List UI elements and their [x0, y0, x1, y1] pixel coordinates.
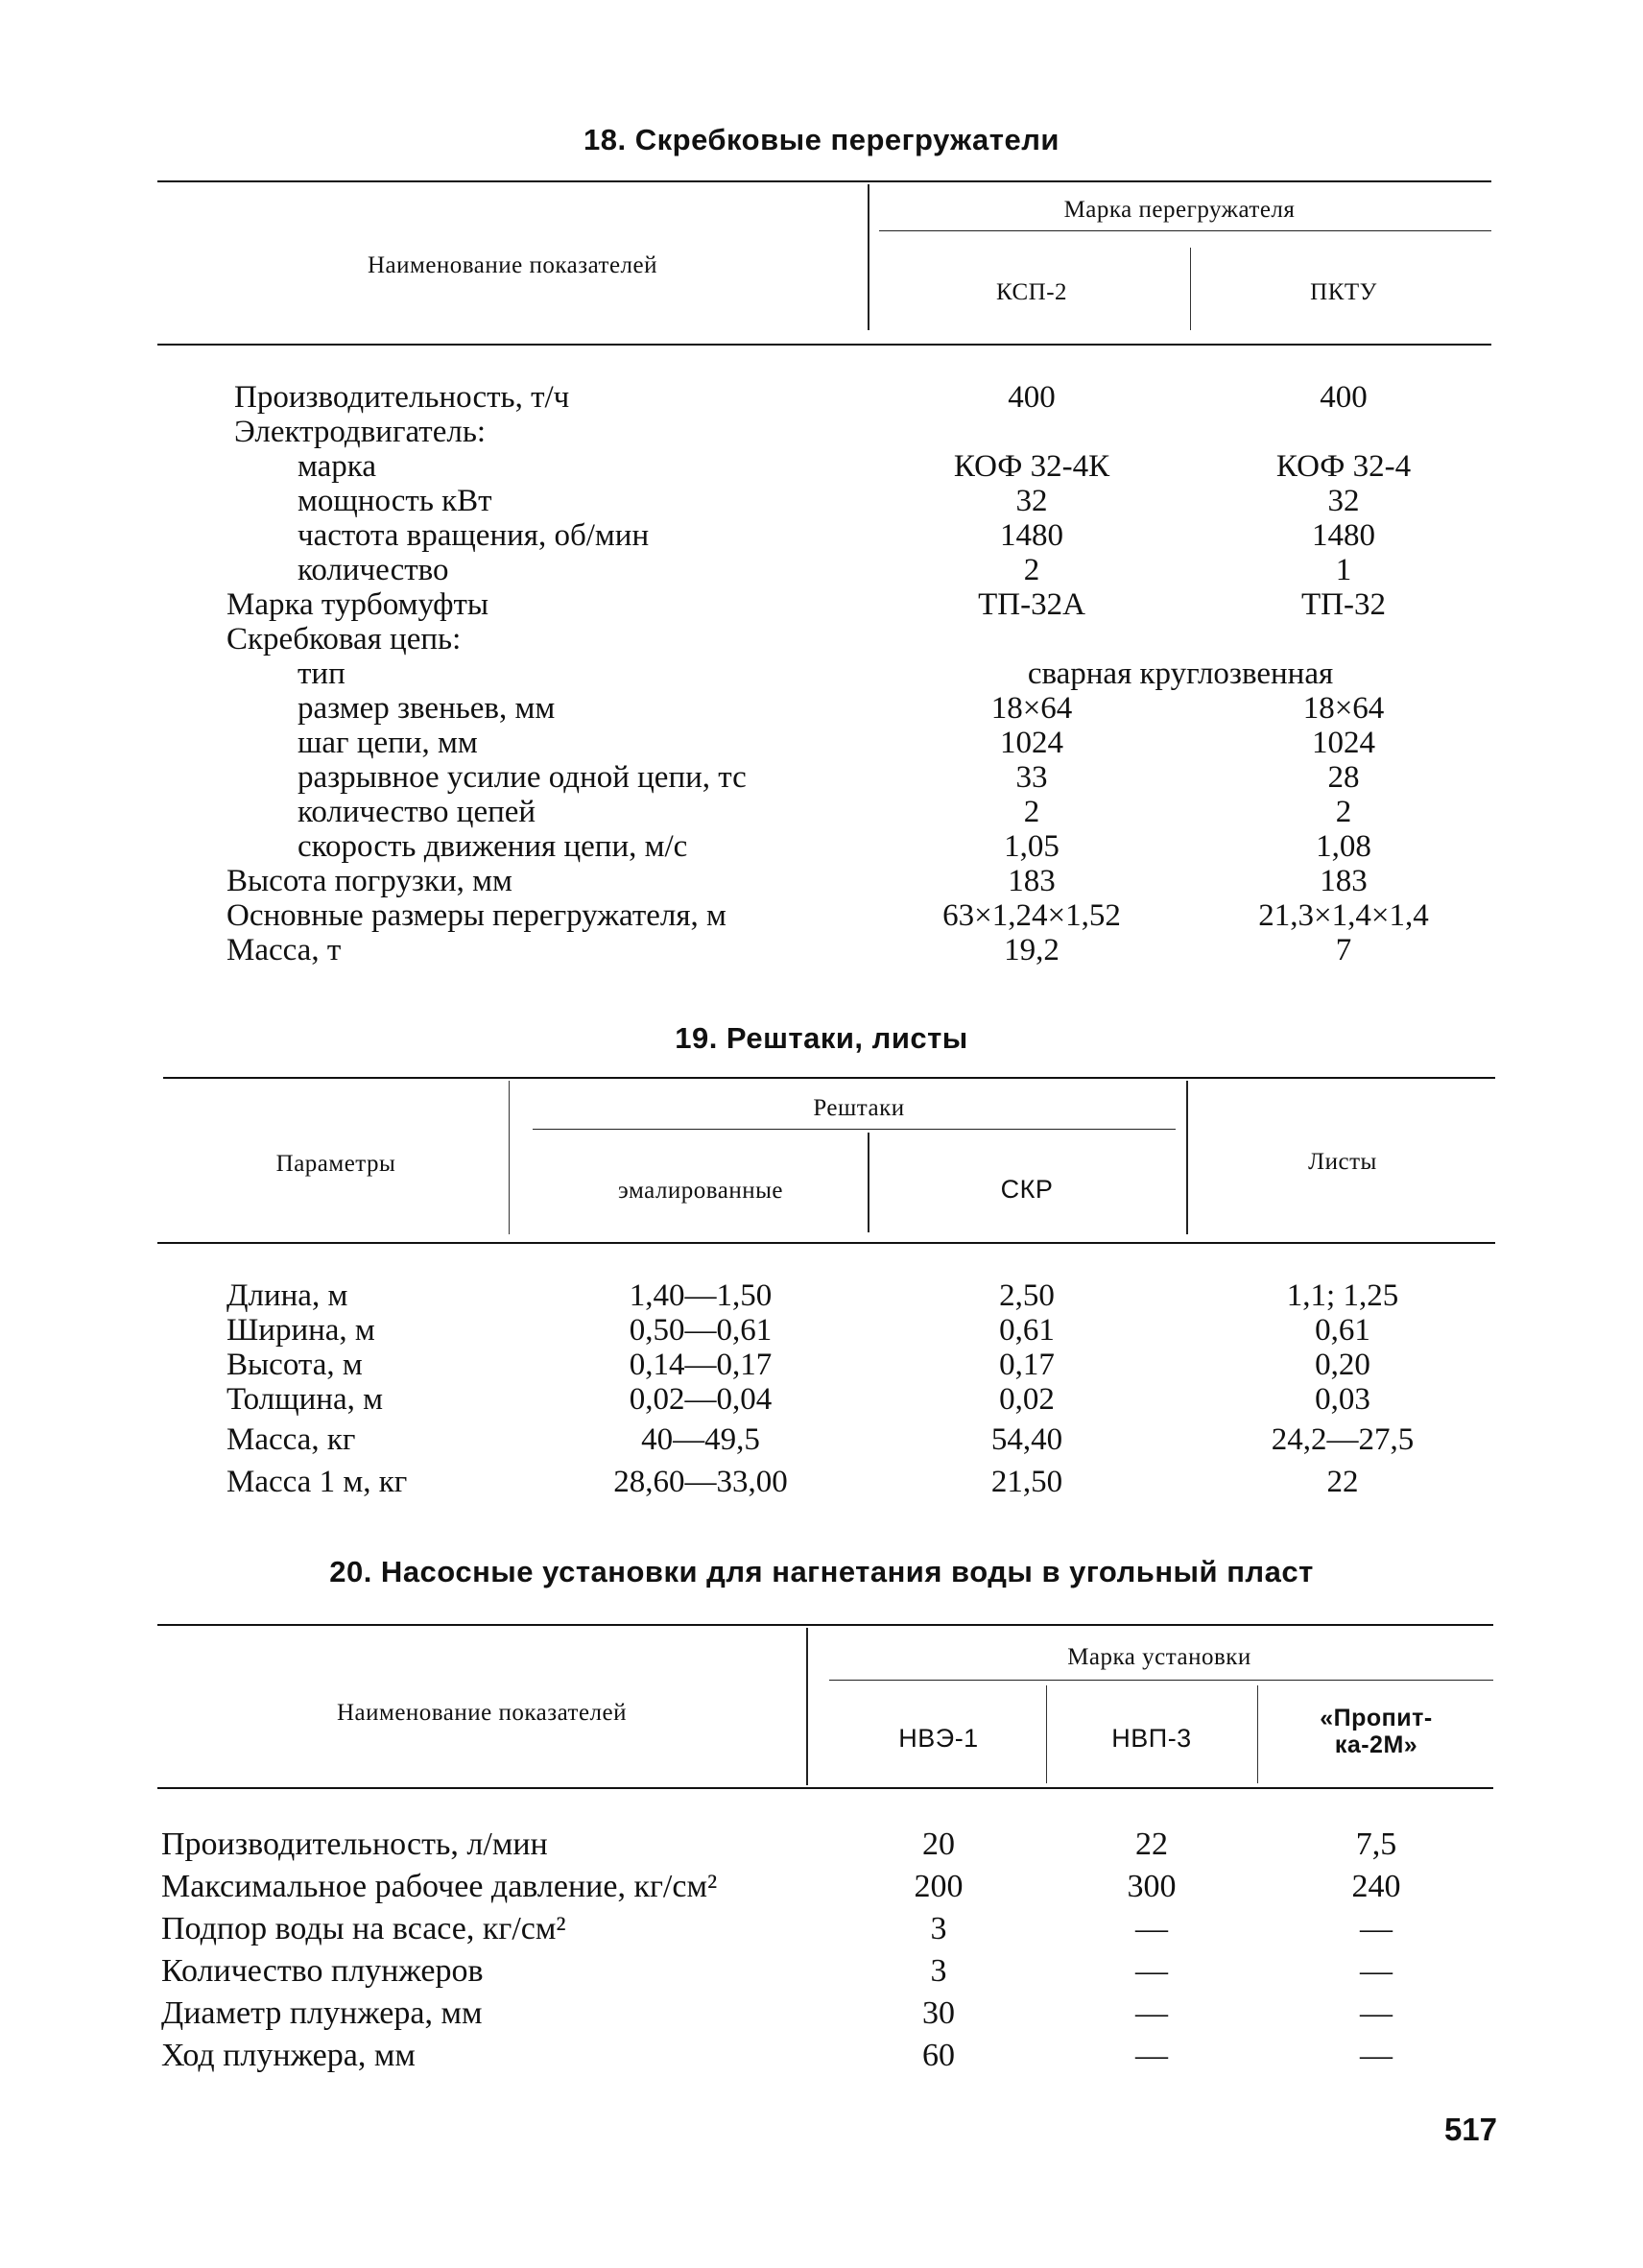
row-value-nvp3: —	[1135, 1953, 1168, 1989]
row-value-sheets: 0,61	[1315, 1313, 1370, 1348]
page-number: 517	[1443, 2112, 1497, 2147]
row-value-skr: 54,40	[990, 1422, 1063, 1457]
table-row	[0, 587, 1643, 622]
row-label: количество	[298, 553, 449, 587]
header-col-ksp2: КСП-2	[995, 279, 1068, 305]
column-divider	[806, 1628, 808, 1785]
row-value-nvp3: —	[1135, 2038, 1168, 2073]
table-18-caption: 18. Скребковые перегружатели	[583, 123, 1060, 156]
row-value-ksp2: 32	[1015, 484, 1048, 518]
table-row	[0, 1382, 1643, 1417]
header-col-sheets: Листы	[1308, 1149, 1377, 1175]
row-label: тип	[298, 657, 345, 691]
header-col-nve1: НВЭ-1	[898, 1724, 979, 1753]
row-value-nvp3: —	[1135, 1911, 1168, 1946]
row-label: Скребковая цепь:	[226, 622, 462, 657]
table-20-caption: 20. Насосные установки для нагнетания воды в угольный пласт	[329, 1555, 1314, 1588]
table-row	[0, 1993, 1643, 2035]
table-row	[0, 1465, 1643, 1499]
row-value-nve1: 3	[930, 1911, 947, 1946]
row-label: Количество плунжеров	[161, 1953, 484, 1989]
row-value-pktu: 1024	[1312, 726, 1375, 760]
table-row	[0, 380, 1643, 415]
row-value-nvp3: 300	[1127, 1869, 1177, 1904]
row-value-pktu: КОФ 32-4	[1275, 449, 1412, 484]
row-value-pktu: 32	[1327, 484, 1360, 518]
row-label: марка	[298, 449, 376, 484]
table-row	[0, 1422, 1643, 1457]
row-label: частота вращения, об/мин	[298, 518, 650, 553]
row-value-nvp3: —	[1135, 1995, 1168, 2031]
row-label: количество цепей	[298, 795, 536, 829]
row-value-ksp2: 183	[1008, 864, 1056, 898]
row-label: размер звеньев, мм	[298, 691, 556, 726]
row-value-ksp2: 2	[1023, 795, 1040, 829]
row-value-propitka: —	[1360, 2038, 1393, 2073]
row-value-ksp2: 400	[1008, 380, 1056, 415]
row-value-nve1: 3	[930, 1953, 947, 1989]
column-divider	[509, 1081, 510, 1234]
table-rule	[157, 180, 1491, 182]
table-19-caption: 19. Рештаки, листы	[675, 1021, 968, 1055]
table-row	[0, 898, 1643, 933]
row-value-propitka: 7,5	[1355, 1826, 1397, 1862]
row-value-enameled: 0,50—0,61	[629, 1313, 773, 1348]
row-value-ksp2: 2	[1023, 553, 1040, 587]
row-value-skr: 0,61	[999, 1313, 1055, 1348]
header-name-col: Параметры	[275, 1151, 396, 1177]
column-divider	[868, 1133, 869, 1232]
header-name-col: Наименование показателей	[336, 1700, 628, 1726]
row-value-nve1: 20	[922, 1826, 955, 1862]
table-row	[0, 657, 1643, 691]
table-rule	[157, 1242, 1495, 1244]
header-group: Марка перегружателя	[1063, 197, 1296, 223]
column-divider	[1186, 1081, 1188, 1234]
table-row	[0, 1908, 1643, 1950]
header-group-rule	[879, 230, 1491, 231]
row-label: Подпор воды на всасе, кг/см²	[161, 1911, 566, 1946]
row-value-pktu: 28	[1327, 760, 1360, 795]
column-divider	[1257, 1685, 1258, 1783]
row-value-ksp2: 1,05	[1004, 829, 1060, 864]
row-value-ksp2: 1480	[1000, 518, 1063, 553]
row-label: шаг цепи, мм	[298, 726, 478, 760]
row-value-ksp2: 63×1,24×1,52	[942, 898, 1121, 933]
column-divider	[1190, 248, 1191, 330]
header-group-rule	[533, 1129, 1176, 1130]
row-value-enameled: 40—49,5	[641, 1422, 760, 1457]
row-label: Толщина, м	[226, 1382, 383, 1417]
table-row	[0, 1348, 1643, 1382]
row-value-propitka: 240	[1351, 1869, 1401, 1904]
row-label: Диаметр плунжера, мм	[161, 1995, 483, 2031]
table-row	[0, 484, 1643, 518]
row-label: Электродвигатель:	[234, 415, 487, 449]
header-group: Марка установки	[1067, 1644, 1251, 1670]
row-value-pktu: 400	[1320, 380, 1368, 415]
row-value-pktu: 7	[1335, 933, 1352, 967]
header-name-col: Наименование показателей	[367, 252, 658, 278]
row-label: Масса, кг	[226, 1422, 356, 1457]
row-value-enameled: 0,14—0,17	[629, 1348, 773, 1382]
row-value-ksp2: 33	[1015, 760, 1048, 795]
row-value-nvp3: 22	[1135, 1826, 1168, 1862]
row-value-pktu: 1480	[1312, 518, 1375, 553]
table-row	[0, 1866, 1643, 1908]
table-rule	[163, 1077, 1495, 1079]
row-value-nve1: 30	[922, 1995, 955, 2031]
table-row	[0, 829, 1643, 864]
row-value-sheets: 1,1; 1,25	[1286, 1278, 1399, 1313]
row-value-propitka: —	[1360, 1953, 1393, 1989]
table-row	[0, 1278, 1643, 1313]
table-row	[0, 518, 1643, 553]
row-label: Максимальное рабочее давление, кг/см²	[161, 1869, 718, 1904]
row-label: Ширина, м	[226, 1313, 375, 1348]
table-row	[0, 1950, 1643, 1993]
row-value-pktu: 1,08	[1316, 829, 1371, 864]
table-row	[0, 1313, 1643, 1348]
row-value-nve1: 60	[922, 2038, 955, 2073]
row-value-ksp2: ТП-32А	[978, 587, 1085, 622]
table-row	[0, 864, 1643, 898]
row-label: Высота, м	[226, 1348, 363, 1382]
row-value-nve1: 200	[914, 1869, 964, 1904]
row-value-enameled: 28,60—33,00	[613, 1465, 788, 1499]
table-rule	[157, 344, 1491, 346]
row-value-skr: 21,50	[990, 1465, 1063, 1499]
header-col-propitka: «Пропит- ка-2М»	[1320, 1705, 1433, 1758]
table-row	[0, 553, 1643, 587]
table-row	[0, 415, 1643, 449]
row-value-enameled: 1,40—1,50	[629, 1278, 773, 1313]
row-label: разрывное усилие одной цепи, тс	[298, 760, 747, 795]
row-label: Высота погрузки, мм	[226, 864, 512, 898]
row-value-propitka: —	[1360, 1995, 1393, 2031]
row-value-sheets: 24,2—27,5	[1271, 1422, 1415, 1457]
row-label: скорость движения цепи, м/с	[298, 829, 688, 864]
table-row	[0, 760, 1643, 795]
row-value-sheets: 0,03	[1315, 1382, 1370, 1417]
row-label: Длина, м	[226, 1278, 348, 1313]
row-value-ksp2: 18×64	[990, 691, 1073, 726]
row-value-propitka: —	[1360, 1911, 1393, 1946]
table-row	[0, 933, 1643, 967]
row-value-ksp2: 1024	[1000, 726, 1063, 760]
row-value-span: сварная круглозвенная	[1027, 657, 1334, 691]
table-row	[0, 1824, 1643, 1866]
table-row	[0, 2035, 1643, 2077]
header-col-enameled: эмалированные	[617, 1178, 784, 1204]
row-value-enameled: 0,02—0,04	[629, 1382, 773, 1417]
row-value-ksp2: 19,2	[1004, 933, 1060, 967]
table-row	[0, 691, 1643, 726]
row-value-pktu: 1	[1335, 553, 1352, 587]
row-value-skr: 0,02	[999, 1382, 1055, 1417]
header-col-nvp3: НВП-3	[1111, 1724, 1192, 1753]
row-label: Основные размеры перегружателя, м	[226, 898, 726, 933]
header-group-rule	[829, 1680, 1493, 1681]
column-divider	[1046, 1685, 1047, 1783]
row-value-pktu: ТП-32	[1301, 587, 1386, 622]
row-label: Масса, т	[226, 933, 342, 967]
row-value-pktu: 183	[1320, 864, 1368, 898]
table-row	[0, 726, 1643, 760]
table-rule	[157, 1624, 1493, 1626]
table-rule	[157, 1787, 1493, 1789]
row-value-pktu: 21,3×1,4×1,4	[1258, 898, 1429, 933]
row-label: мощность кВт	[298, 484, 492, 518]
table-row	[0, 622, 1643, 657]
header-col-pktu: ПКТУ	[1310, 279, 1377, 305]
row-value-sheets: 22	[1326, 1465, 1359, 1499]
row-value-skr: 0,17	[999, 1348, 1055, 1382]
table-row	[0, 449, 1643, 484]
row-value-pktu: 2	[1335, 795, 1352, 829]
row-value-skr: 2,50	[999, 1278, 1055, 1313]
row-label: Производительность, л/мин	[161, 1826, 548, 1862]
header-group: Рештаки	[813, 1095, 905, 1121]
header-col-skr: СКР	[1000, 1175, 1054, 1204]
row-value-sheets: 0,20	[1315, 1348, 1370, 1382]
row-label: Масса 1 м, кг	[226, 1465, 408, 1499]
row-value-pktu: 18×64	[1302, 691, 1385, 726]
row-label: Производительность, т/ч	[234, 380, 570, 415]
table-row	[0, 795, 1643, 829]
row-label: Марка турбомуфты	[226, 587, 489, 622]
row-label: Ход плунжера, мм	[161, 2038, 416, 2073]
row-value-ksp2: КОФ 32-4К	[953, 449, 1110, 484]
